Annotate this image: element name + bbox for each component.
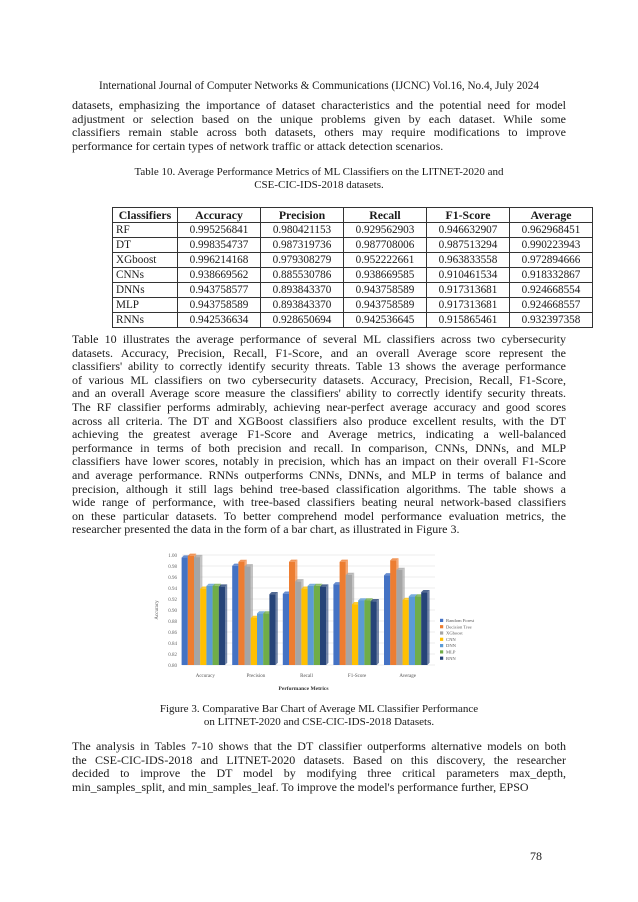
bar-random-forest	[333, 584, 339, 665]
bar-xgboost	[194, 557, 200, 665]
table-row	[113, 223, 593, 238]
metric-value-cell: 0.946632907	[427, 223, 510, 238]
bar-xgboost	[346, 575, 352, 665]
text-line: wide range of performance, with tree-based classifiers beating neural network-based classifiers	[72, 495, 566, 510]
metric-value-cell: 0.952222661	[344, 253, 427, 268]
text-line: decided to improve the DT model by modifying three critical parameters max_depth,	[72, 766, 566, 781]
metric-value-cell: 0.943758589	[344, 283, 427, 298]
y-tick-label: 0.90	[168, 609, 177, 614]
metric-value-cell: 0.996214168	[178, 253, 261, 268]
table-row	[113, 253, 593, 268]
text-line: classifiers have lower scores, notably in precision, which has an impact on their overall F1-Score	[72, 454, 566, 469]
text-line: The RF classifier performs admirably, achieving near-perfect average accuracy and good scores	[72, 399, 566, 414]
classifier-name-cell: MLP	[113, 298, 178, 313]
column-header: Classifiers	[113, 208, 178, 223]
figure-caption	[0, 703, 638, 729]
metric-value-cell: 0.917313681	[427, 298, 510, 313]
bar-dnn	[308, 586, 314, 665]
table-row	[113, 313, 593, 328]
bar-random-forest	[232, 566, 238, 665]
bar-side	[377, 599, 379, 665]
legend-label: DNN	[446, 643, 456, 649]
classifier-name-cell: DT	[113, 238, 178, 253]
text-line: researcher presented the data in the form of a bar chart, as illustrated in Figure 3.	[72, 522, 460, 537]
x-tick-label: F1-Score	[347, 674, 367, 679]
intro-paragraph	[72, 99, 566, 153]
bar-dnn	[409, 596, 415, 665]
y-tick-label: 0.92	[168, 598, 177, 603]
bar-rnn	[421, 592, 427, 665]
bar-mlp	[364, 600, 370, 665]
legend-label: CNN	[446, 636, 456, 642]
table-row	[113, 298, 593, 313]
metric-value-cell: 0.910461534	[427, 268, 510, 283]
metric-value-cell: 0.929562903	[344, 223, 427, 238]
x-axis-label: Performance Metrics	[278, 686, 329, 692]
metric-value-cell: 0.932397358	[510, 313, 593, 328]
x-tick-label: Precision	[246, 674, 266, 679]
metric-value-cell: 0.987513294	[427, 238, 510, 253]
text-line: and an overall Average score measure the classifiers' ability to correctly identify security threats.	[72, 386, 566, 401]
table-caption	[0, 166, 638, 192]
legend-label: RNN	[446, 655, 456, 661]
body-paragraph	[72, 333, 566, 537]
text-line: classifiers remain stable across both datasets, others may require modifications to improve	[72, 125, 566, 140]
metric-value-cell: 0.942536645	[344, 313, 427, 328]
metric-value-cell: 0.885530786	[261, 268, 344, 283]
bar-cnn	[352, 604, 358, 665]
y-tick-label: 0.82	[168, 653, 177, 658]
bar-side	[326, 584, 328, 665]
bar-cnn	[251, 618, 257, 665]
text-line: and average performance. RNNs outperforms CNNs, DNNs, and MLP in terms of balance and	[72, 467, 566, 482]
bar-side	[276, 592, 278, 665]
metrics-table	[112, 207, 593, 328]
bar-random-forest	[182, 558, 188, 665]
legend-label: Decision Tree	[446, 624, 472, 630]
column-header: Average	[510, 208, 593, 223]
table-caption-line: Table 10. Average Performance Metrics of ML Classifiers on the LITNET-2020 and	[134, 166, 504, 178]
metric-value-cell: 0.980421153	[261, 223, 344, 238]
metric-value-cell: 0.928650694	[261, 313, 344, 328]
bar-rnn	[269, 594, 275, 665]
table-caption-line: CSE-CIC-IDS-2018 datasets.	[254, 179, 384, 191]
metric-value-cell: 0.893843370	[261, 298, 344, 313]
legend-swatch	[440, 631, 443, 634]
figure-caption-line: Figure 3. Comparative Bar Chart of Average ML Classifier Performance	[159, 703, 479, 715]
legend-label: MLP	[446, 649, 456, 655]
metric-value-cell: 0.998354737	[178, 238, 261, 253]
text-line: across all criteria. The DT and XGBoost classifiers also produce excellent results, with the DT	[72, 413, 566, 428]
text-line: achieving the greatest average F1-Score and Average metrics, indicating a well-balanced	[72, 427, 566, 442]
bar-mlp	[263, 613, 269, 665]
bar-side	[427, 590, 429, 665]
y-tick-label: 0.96	[168, 576, 177, 581]
y-tick-label: 1.00	[168, 554, 177, 559]
x-tick-label: Recall	[300, 674, 313, 679]
bar-decision-tree	[390, 560, 396, 665]
figure-caption-line: on LITNET-2020 and CSE-CIC-IDS-2018 Datasets.	[203, 716, 435, 728]
bar-xgboost	[396, 570, 402, 665]
y-tick-label: 0.86	[168, 631, 177, 636]
bar-rnn	[219, 587, 225, 665]
metric-value-cell: 0.924668557	[510, 298, 593, 313]
metric-value-cell: 0.995256841	[178, 223, 261, 238]
x-tick-label: Average	[399, 674, 416, 679]
metric-value-cell: 0.938669585	[344, 268, 427, 283]
legend-swatch	[440, 625, 443, 628]
bar-dnn	[358, 600, 364, 665]
y-axis-label: Accuracy	[155, 600, 160, 620]
bar-rnn	[320, 587, 326, 665]
text-line: performance for certain types of network traffic or attack detection scenarios.	[72, 138, 444, 153]
bar-random-forest	[283, 594, 289, 665]
journal-header: International Journal of Computer Networks & Communications (IJCNC) Vol.16, No.4, July 2024	[99, 80, 539, 92]
metric-value-cell: 0.938669562	[178, 268, 261, 283]
y-tick-label: 0.98	[168, 565, 177, 570]
classifier-name-cell: CNNs	[113, 268, 178, 283]
bar-xgboost	[295, 581, 301, 665]
bar-side	[225, 584, 227, 665]
bar-mlp	[314, 586, 320, 665]
text-line: datasets. Accuracy, Precision, Recall, F1-Score, and an overall Average score represent the	[72, 345, 566, 360]
bar-cnn	[200, 589, 206, 665]
bar-decision-tree	[238, 562, 244, 665]
metric-value-cell: 0.893843370	[261, 283, 344, 298]
y-tick-label: 0.88	[168, 620, 177, 625]
bar-cnn	[403, 600, 409, 665]
bar-dnn	[206, 586, 212, 665]
bar-cnn	[301, 589, 307, 665]
text-line: adjustment or selection based on the unique problems given by each dataset. While some	[72, 111, 566, 126]
metric-value-cell: 0.942536634	[178, 313, 261, 328]
metric-value-cell: 0.987319736	[261, 238, 344, 253]
bar-dnn	[257, 613, 263, 665]
metric-value-cell: 0.990223943	[510, 238, 593, 253]
metric-value-cell: 0.943758589	[344, 298, 427, 313]
bar-rnn	[371, 601, 377, 665]
text-line: datasets, emphasizing the importance of dataset characteristics and the potential need for model	[72, 98, 566, 112]
table-row	[113, 283, 593, 298]
closing-paragraph	[72, 740, 566, 794]
y-tick-label: 0.94	[168, 587, 177, 592]
table-row	[113, 238, 593, 253]
legend-swatch	[440, 657, 443, 660]
bar-decision-tree	[289, 562, 295, 665]
legend-label: Random Forest	[446, 618, 475, 623]
text-line: min_samples_split, and min_samples_leaf. To improve the model's performance further, EPSO	[72, 779, 529, 794]
metric-value-cell: 0.943758577	[178, 283, 261, 298]
text-line: Table 10 illustrates the average performance of several ML classifiers across two cybersecurity	[72, 332, 566, 346]
column-header: Accuracy	[178, 208, 261, 223]
column-header: F1-Score	[427, 208, 510, 223]
metric-value-cell: 0.915865461	[427, 313, 510, 328]
x-tick-label: Accuracy	[195, 674, 215, 679]
table-row	[113, 268, 593, 283]
text-line: performance in terms of both precision and recall. In comparison, CNNs, DNNs, and MLP	[72, 440, 566, 455]
metric-value-cell: 0.987708006	[344, 238, 427, 253]
metric-value-cell: 0.924668554	[510, 283, 593, 298]
text-line: of various ML classifiers on two cybersecurity datasets. Accuracy, Precision, Recall, F1-Score,	[72, 372, 566, 387]
legend-swatch	[440, 650, 443, 653]
text-line: the CSE-CIC-IDS-2018 and LITNET-2020 datasets. Based on this discovery, the researcher	[72, 752, 566, 767]
metric-value-cell: 0.963833558	[427, 253, 510, 268]
legend-swatch	[440, 619, 443, 622]
metric-value-cell: 0.972894666	[510, 253, 593, 268]
y-tick-label: 0.80	[168, 664, 177, 669]
legend-swatch	[440, 644, 443, 647]
legend-swatch	[440, 638, 443, 641]
bar-random-forest	[384, 575, 390, 665]
metric-value-cell: 0.962968451	[510, 223, 593, 238]
metric-value-cell: 0.943758589	[178, 298, 261, 313]
bar-chart	[150, 545, 490, 695]
metric-value-cell: 0.917313681	[427, 283, 510, 298]
bar-mlp	[213, 586, 219, 665]
bar-decision-tree	[340, 562, 346, 665]
text-line: on these particular datasets. To better comprehend model performance evaluation metrics, the	[72, 508, 566, 523]
metric-value-cell: 0.918332867	[510, 268, 593, 283]
column-header: Recall	[344, 208, 427, 223]
column-header: Precision	[261, 208, 344, 223]
table-header-row	[113, 208, 593, 223]
classifier-name-cell: RNNs	[113, 313, 178, 328]
classifier-name-cell: DNNs	[113, 283, 178, 298]
text-line: precision, although it still lags behind tree-based classification algorithms. The table shows a	[72, 481, 566, 496]
bar-mlp	[415, 596, 421, 665]
bar-decision-tree	[188, 556, 194, 665]
y-tick-label: 0.84	[168, 642, 177, 647]
page-number: 78	[530, 849, 542, 863]
text-line: classifiers' ability to correctly identify security threats. Table 13 shows the average performance	[72, 359, 566, 374]
metric-value-cell: 0.979308279	[261, 253, 344, 268]
legend-label: XGboost	[446, 630, 463, 636]
classifier-name-cell: RF	[113, 223, 178, 238]
bar-xgboost	[245, 566, 251, 665]
classifier-name-cell: XGboost	[113, 253, 178, 268]
text-line: The analysis in Tables 7-10 shows that the DT classifier outperforms alternative models on both	[72, 739, 566, 753]
